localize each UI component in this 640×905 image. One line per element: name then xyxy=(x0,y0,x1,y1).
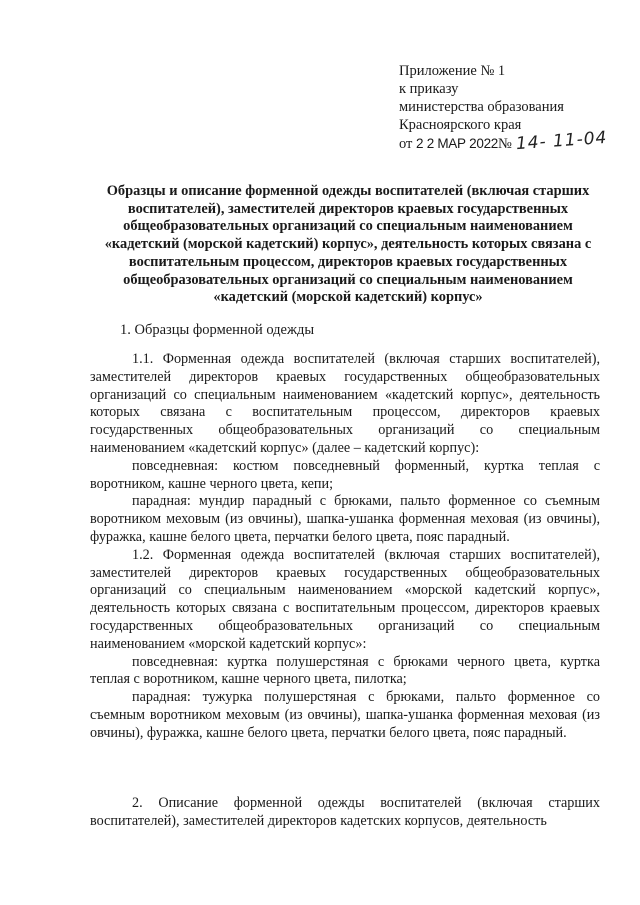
paragraph-everyday-1: повседневная: костюм повседневный форменный, куртка теплая с воротником, кашне черного цвета, кепи; xyxy=(90,457,600,492)
section-1-heading: 1. Образцы форменной одежды xyxy=(120,322,315,338)
appendix-number: Приложение № 1 xyxy=(399,63,506,79)
appendix-header xyxy=(399,62,607,153)
date-prefix: от xyxy=(399,136,417,152)
appendix-order-ref: к приказу xyxy=(399,81,459,97)
paragraph-ceremonial-2: парадная: тужурка полушерстяная с брюками, пальто форменное со съемным воротником меховым (из овчины), шапка-ушанка форменная меховая (из овчины), фуражка, кашне белого цвета, перчатки белого цвета, пояс парадный. xyxy=(90,689,600,741)
date-stamp: 2 2 МАР 2022 xyxy=(416,136,498,151)
handwritten-order-number: 14- 11-04 xyxy=(515,127,608,155)
section-2-heading: 2. Описание форменной одежды воспитателей (включая старших воспитателей), заместителей директоров кадетских корпусов, деятельность xyxy=(90,795,600,829)
paragraph-1-2: 1.2. Форменная одежда воспитателей (включая старших воспитателей), заместителей директоров краевых государственных общеобразовательных организаций со специальным наименованием «морской кадетский корпус», деятельность которых связана с воспитательным процессом, директоров краевых государственных общеобразовательных организаций со специальным наименованием «морской кадетский корпус»: xyxy=(90,546,600,652)
paragraph-everyday-2: повседневная: куртка полушерстяная с брюками черного цвета, куртка теплая с воротником, кашне черного цвета, пилотка; xyxy=(90,653,600,688)
number-sign: № xyxy=(498,136,512,152)
appendix-ministry: министерства образования xyxy=(399,99,564,115)
document-title: Образцы и описание форменной одежды воспитателей (включая старших воспитателей), заместителей директоров краевых государственных общеобразовательных организаций со специальным наименованием «кадетский (морской кадетский) корпус», деятельность которых связана с воспитательным процессом, директоров краевых государственных общеобразовательных организаций со специальным наименованием «кадетский (морской кадетский) корпус» xyxy=(104,183,592,306)
paragraph-ceremonial-1: парадная: мундир парадный с брюками, пальто форменное со съемным воротником меховым (из овчины), шапка-ушанка форменная меховая (из овчины), фуражка, кашне белого цвета, перчатки белого цвета, пояс парадный. xyxy=(90,493,600,545)
appendix-region: Красноярского края xyxy=(399,117,522,133)
paragraph-1-1: 1.1. Форменная одежда воспитателей (включая старших воспитателей), заместителей директоров краевых государственных общеобразовательных организаций со специальным наименованием «кадетский корпус», деятельность которых связана с воспитательным процессом, директоров краевых государственных общеобразовательных организаций со специальным наименованием «кадетский корпус» (далее – кадетский корпус): xyxy=(90,351,600,456)
order-date-line xyxy=(399,127,608,155)
section-1-body xyxy=(90,351,600,743)
